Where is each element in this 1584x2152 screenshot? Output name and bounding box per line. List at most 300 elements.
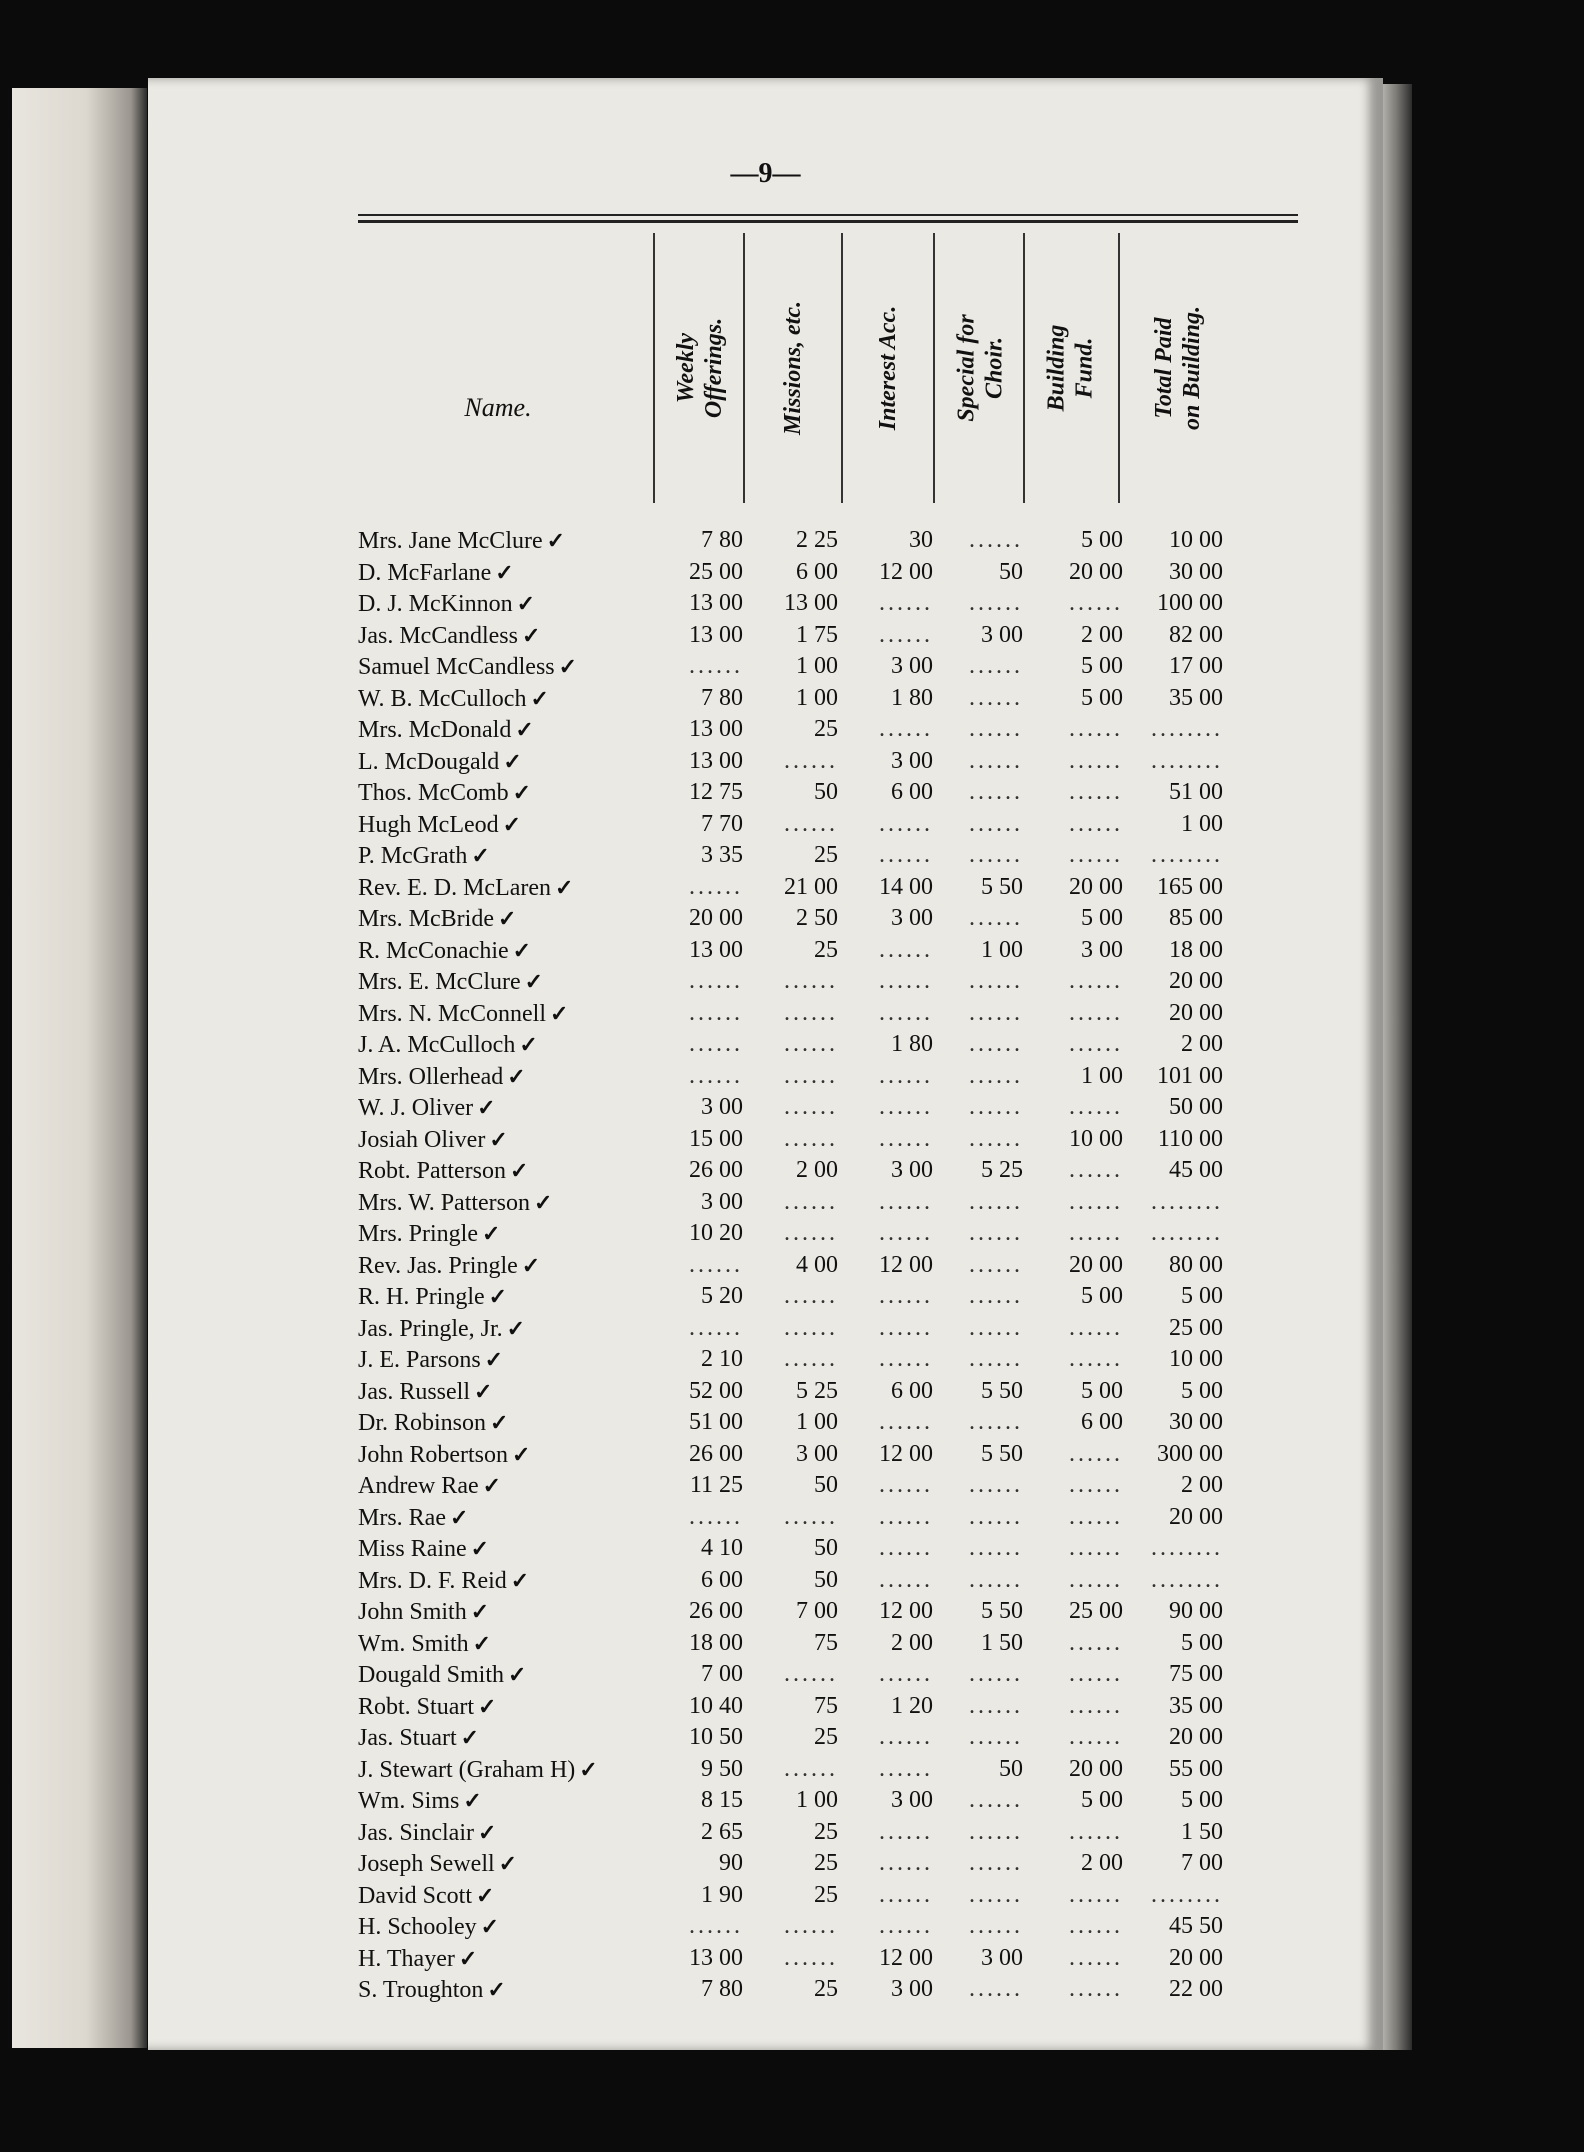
cell-total-paid: 55 00 xyxy=(1169,1755,1223,1782)
cell-name xyxy=(358,1659,648,1691)
cell-interest: 6 00 xyxy=(891,779,933,805)
cell-missions: 2 25 xyxy=(796,527,838,553)
member-name: R. H. Pringle xyxy=(358,1284,485,1310)
cell-name xyxy=(358,1848,648,1880)
member-name: S. Troughton xyxy=(358,1977,484,2003)
column-divider xyxy=(653,233,655,503)
cell-special-choir: 3 00 xyxy=(981,621,1023,648)
cell-building-fund: 5 00 xyxy=(1081,684,1123,711)
member-name: Mrs. W. Patterson xyxy=(358,1189,531,1216)
table-row xyxy=(358,1565,1318,1597)
cell-special-choir: ...... xyxy=(969,1913,1023,1939)
cell-interest: ...... xyxy=(879,1314,933,1341)
cell-missions: ...... xyxy=(784,999,838,1026)
checkmark-icon: ✓ xyxy=(482,1221,501,1246)
table-row xyxy=(358,935,1318,967)
cell-missions: ...... xyxy=(784,1944,838,1971)
cell-interest: 12 00 xyxy=(879,1440,933,1467)
cell-building-fund: ...... xyxy=(1069,810,1123,837)
table-row xyxy=(358,714,1318,746)
cell-weekly-offerings: ...... xyxy=(689,1503,743,1530)
cell-total-paid: 90 00 xyxy=(1169,1598,1223,1624)
cell-total-paid: 110 00 xyxy=(1157,1125,1223,1152)
cell-building-fund: ...... xyxy=(1069,1629,1123,1656)
cell-weekly-offerings: 51 00 xyxy=(689,1409,743,1435)
cell-interest: ...... xyxy=(879,1724,933,1750)
cell-weekly-offerings: 10 50 xyxy=(689,1724,743,1750)
cell-interest: 30 xyxy=(909,527,933,553)
cell-missions: 50 xyxy=(814,1566,838,1593)
cell-missions: 50 xyxy=(814,779,838,805)
member-name: Dougald Smith xyxy=(358,1662,505,1688)
cell-weekly-offerings: 26 00 xyxy=(689,1598,743,1624)
cell-interest: 12 00 xyxy=(879,1598,933,1624)
cell-interest: ...... xyxy=(879,1566,933,1593)
cell-total-paid: 2 00 xyxy=(1181,1472,1223,1498)
cell-name xyxy=(358,557,648,589)
cell-weekly-offerings: 13 00 xyxy=(689,936,743,963)
cell-name xyxy=(358,1596,648,1628)
cell-interest: ...... xyxy=(879,1881,933,1908)
column-divider xyxy=(743,233,745,503)
cell-name xyxy=(358,935,648,967)
cell-total-paid: 22 00 xyxy=(1169,1976,1223,2002)
cell-missions: ...... xyxy=(784,1755,838,1782)
cell-weekly-offerings: 7 70 xyxy=(701,810,743,837)
member-name: Mrs. McDonald xyxy=(358,717,512,743)
cell-special-choir: ...... xyxy=(969,1314,1023,1341)
cell-missions: 75 xyxy=(814,1629,838,1656)
checkmark-icon: ✓ xyxy=(480,1914,500,1939)
cell-missions: ...... xyxy=(784,1314,838,1341)
checkmark-icon: ✓ xyxy=(512,1441,531,1467)
cell-missions: 2 50 xyxy=(796,905,838,931)
cell-interest: 1 80 xyxy=(891,1031,933,1057)
cell-weekly-offerings: 25 00 xyxy=(689,558,743,585)
table-row xyxy=(358,1880,1318,1912)
cell-missions: ...... xyxy=(784,1125,838,1152)
cell-missions: 1 00 xyxy=(796,1787,838,1813)
cell-total-paid: ........ xyxy=(1151,842,1223,868)
cell-missions: 1 00 xyxy=(796,653,838,679)
cell-special-choir: ...... xyxy=(969,1125,1023,1152)
column-divider xyxy=(1118,233,1120,503)
cell-weekly-offerings: 13 00 xyxy=(689,716,743,742)
cell-missions: 6 00 xyxy=(796,558,838,585)
table-row xyxy=(358,1344,1318,1376)
member-name: J. A. McCulloch xyxy=(358,1032,516,1058)
cell-total-paid: ........ xyxy=(1151,1188,1223,1215)
cell-interest: ...... xyxy=(879,1755,933,1782)
cell-weekly-offerings: 6 00 xyxy=(701,1566,743,1593)
cell-weekly-offerings: 90 xyxy=(719,1850,743,1876)
checkmark-icon: ✓ xyxy=(477,1819,497,1845)
cell-total-paid: 100 00 xyxy=(1157,590,1223,616)
cell-total-paid: 82 00 xyxy=(1169,621,1223,648)
cell-name xyxy=(358,1911,648,1943)
cell-total-paid: 80 00 xyxy=(1169,1251,1223,1278)
table-row xyxy=(358,1848,1318,1880)
cell-weekly-offerings: 52 00 xyxy=(689,1377,743,1404)
cell-interest: ...... xyxy=(879,1535,933,1561)
cell-building-fund: 3 00 xyxy=(1081,936,1123,963)
cell-total-paid: 10 00 xyxy=(1169,527,1223,553)
book-spine-left xyxy=(12,88,147,2048)
cell-interest: ...... xyxy=(879,999,933,1026)
cell-missions: ...... xyxy=(784,1062,838,1089)
cell-special-choir: ...... xyxy=(969,1976,1023,2002)
cell-interest: 3 00 xyxy=(891,747,933,774)
table-row xyxy=(358,557,1318,589)
checkmark-icon: ✓ xyxy=(502,811,522,837)
table-row xyxy=(358,1817,1318,1849)
table-row xyxy=(358,651,1318,683)
header-rule-top xyxy=(358,214,1298,216)
checkmark-icon: ✓ xyxy=(478,1693,497,1719)
cell-weekly-offerings: 20 00 xyxy=(689,905,743,931)
cell-building-fund: 5 00 xyxy=(1081,653,1123,679)
cell-special-choir: ...... xyxy=(969,1094,1023,1120)
cell-total-paid: 17 00 xyxy=(1169,653,1223,679)
cell-interest: ...... xyxy=(879,810,933,837)
cell-building-fund: 2 00 xyxy=(1081,621,1123,648)
cell-special-choir: ...... xyxy=(969,684,1023,711)
cell-total-paid: ........ xyxy=(1151,716,1223,742)
cell-total-paid: 300 00 xyxy=(1157,1440,1223,1467)
cell-name xyxy=(358,872,648,904)
cell-total-paid: 35 00 xyxy=(1169,684,1223,711)
cell-building-fund: 6 00 xyxy=(1081,1409,1123,1435)
cell-special-choir: 50 xyxy=(999,1755,1023,1782)
cell-name xyxy=(358,1376,648,1408)
cell-interest: 3 00 xyxy=(891,1157,933,1183)
checkmark-icon: ✓ xyxy=(519,1032,538,1057)
cell-building-fund: ...... xyxy=(1069,1976,1123,2002)
column-header-interest: Interest Acc. xyxy=(875,305,902,431)
cell-total-paid: 165 00 xyxy=(1157,873,1223,900)
cell-name xyxy=(358,1344,648,1376)
cell-total-paid: 1 50 xyxy=(1181,1818,1223,1845)
cell-total-paid: 45 00 xyxy=(1169,1157,1223,1183)
cell-special-choir: ...... xyxy=(969,1031,1023,1057)
cell-interest: ...... xyxy=(879,716,933,742)
member-name: H. Schooley xyxy=(358,1914,477,1940)
cell-building-fund: ...... xyxy=(1069,590,1123,616)
cell-missions: ...... xyxy=(784,1094,838,1120)
cell-building-fund: ...... xyxy=(1069,1188,1123,1215)
cell-missions: 7 00 xyxy=(796,1598,838,1624)
cell-missions: ...... xyxy=(784,1913,838,1939)
member-name: Thos. McComb xyxy=(358,780,509,806)
cell-total-paid: ........ xyxy=(1151,1220,1223,1246)
cell-name xyxy=(358,1691,648,1723)
cell-missions: ...... xyxy=(784,1283,838,1309)
table-row xyxy=(358,683,1318,715)
column-header-weekly-offerings: Weekly Offerings. xyxy=(673,317,728,419)
table-row xyxy=(358,1628,1318,1660)
checkmark-icon: ✓ xyxy=(470,1599,490,1624)
cell-interest: ...... xyxy=(879,1850,933,1876)
cell-name xyxy=(358,1722,648,1754)
table-row xyxy=(358,1691,1318,1723)
checkmark-icon: ✓ xyxy=(495,559,514,585)
cell-name xyxy=(358,1502,648,1534)
member-name: Dr. Robinson xyxy=(358,1410,487,1436)
cell-special-choir: 5 50 xyxy=(981,1377,1023,1404)
cell-special-choir: ...... xyxy=(969,999,1023,1026)
cell-weekly-offerings: 15 00 xyxy=(689,1125,743,1152)
cell-total-paid: 85 00 xyxy=(1169,905,1223,931)
cell-special-choir: ...... xyxy=(969,1346,1023,1372)
cell-total-paid: ........ xyxy=(1151,1535,1223,1561)
cell-weekly-offerings: 13 00 xyxy=(689,1944,743,1971)
cell-total-paid: 20 00 xyxy=(1169,968,1223,994)
cell-weekly-offerings: 8 15 xyxy=(701,1787,743,1813)
checkmark-icon: ✓ xyxy=(510,1567,530,1593)
cell-special-choir: ...... xyxy=(969,1661,1023,1687)
cell-special-choir: 1 00 xyxy=(981,936,1023,963)
cell-missions: ...... xyxy=(784,1346,838,1372)
cell-missions: 25 xyxy=(814,1881,838,1908)
member-name: Jas. Stuart xyxy=(358,1725,457,1751)
member-name: L. McDougald xyxy=(358,748,500,775)
cell-building-fund: ...... xyxy=(1069,968,1123,994)
table-row xyxy=(358,1754,1318,1786)
cell-weekly-offerings: 13 00 xyxy=(689,747,743,774)
member-name: Jas. Sinclair xyxy=(358,1819,474,1846)
cell-building-fund: ...... xyxy=(1069,1535,1123,1561)
cell-interest: ...... xyxy=(879,842,933,868)
cell-name xyxy=(358,966,648,998)
table-row xyxy=(358,1470,1318,1502)
table-row xyxy=(358,1407,1318,1439)
cell-missions: 25 xyxy=(814,936,838,963)
cell-weekly-offerings: 13 00 xyxy=(689,590,743,616)
checkmark-icon: ✓ xyxy=(503,748,522,774)
cell-name xyxy=(358,1029,648,1061)
cell-weekly-offerings: ...... xyxy=(689,968,743,994)
cell-building-fund: ...... xyxy=(1069,1314,1123,1341)
cell-total-paid: 7 00 xyxy=(1181,1850,1223,1876)
table-row xyxy=(358,1533,1318,1565)
checkmark-icon: ✓ xyxy=(472,1630,492,1656)
cell-weekly-offerings: 3 00 xyxy=(701,1188,743,1215)
member-name: Rev. Jas. Pringle xyxy=(358,1252,518,1279)
table-row xyxy=(358,840,1318,872)
checkmark-icon: ✓ xyxy=(510,1158,529,1183)
table-row xyxy=(358,1911,1318,1943)
cell-interest: ...... xyxy=(879,968,933,994)
checkmark-icon: ✓ xyxy=(515,717,534,742)
table-row xyxy=(358,1218,1318,1250)
cell-name xyxy=(358,620,648,652)
column-divider xyxy=(841,233,843,503)
table-row xyxy=(358,1155,1318,1187)
member-name: Mrs. McBride xyxy=(358,906,494,932)
cell-total-paid: 75 00 xyxy=(1169,1661,1223,1687)
cell-building-fund: ...... xyxy=(1069,1503,1123,1530)
cell-weekly-offerings: 26 00 xyxy=(689,1157,743,1183)
cell-building-fund: 20 00 xyxy=(1069,558,1123,585)
checkmark-icon: ✓ xyxy=(512,937,532,963)
cell-building-fund: ...... xyxy=(1069,999,1123,1026)
member-name: J. Stewart (Graham H) xyxy=(358,1756,576,1783)
cell-special-choir: ...... xyxy=(969,1283,1023,1309)
table-row xyxy=(358,1439,1318,1471)
cell-total-paid: 2 00 xyxy=(1181,1031,1223,1057)
cell-total-paid: 51 00 xyxy=(1169,779,1223,805)
cell-total-paid: 5 00 xyxy=(1181,1377,1223,1404)
cell-special-choir: 1 50 xyxy=(981,1629,1023,1656)
cell-building-fund: ...... xyxy=(1069,779,1123,805)
cell-building-fund: ...... xyxy=(1069,1157,1123,1183)
cell-building-fund: 5 00 xyxy=(1081,1787,1123,1813)
cell-name xyxy=(358,1974,648,2006)
cell-missions: ...... xyxy=(784,968,838,994)
cell-interest: ...... xyxy=(879,1188,933,1215)
cell-name xyxy=(358,525,648,557)
cell-building-fund: 20 00 xyxy=(1069,1755,1123,1782)
table-row xyxy=(358,1281,1318,1313)
cell-missions: 1 00 xyxy=(796,1409,838,1435)
column-divider xyxy=(1023,233,1025,503)
cell-name xyxy=(358,1817,648,1849)
cell-special-choir: 50 xyxy=(999,558,1023,585)
cell-interest: 12 00 xyxy=(879,1251,933,1278)
table-row xyxy=(358,1092,1318,1124)
cell-total-paid: 101 00 xyxy=(1157,1062,1223,1089)
column-divider xyxy=(933,233,935,503)
cell-weekly-offerings: 7 80 xyxy=(701,527,743,553)
checkmark-icon: ✓ xyxy=(458,1945,478,1971)
cell-interest: 14 00 xyxy=(879,873,933,900)
cell-name xyxy=(358,1124,648,1156)
member-name: W. B. McCulloch xyxy=(358,685,527,712)
cell-special-choir: ...... xyxy=(969,1188,1023,1215)
cell-special-choir: 3 00 xyxy=(981,1944,1023,1971)
cell-special-choir: ...... xyxy=(969,905,1023,931)
cell-missions: 25 xyxy=(814,1724,838,1750)
checkmark-icon: ✓ xyxy=(508,1662,527,1687)
cell-special-choir: ...... xyxy=(969,1787,1023,1813)
member-name: Hugh McLeod xyxy=(358,811,499,838)
cell-name xyxy=(358,1218,648,1250)
cell-weekly-offerings: 13 00 xyxy=(689,621,743,648)
table-row xyxy=(358,1943,1318,1975)
cell-name xyxy=(358,809,648,841)
cell-building-fund: ...... xyxy=(1069,1818,1123,1845)
cell-building-fund: ...... xyxy=(1069,716,1123,742)
cell-name xyxy=(358,840,648,872)
checkmark-icon: ✓ xyxy=(524,969,544,994)
checkmark-icon: ✓ xyxy=(521,622,541,648)
cell-total-paid: ........ xyxy=(1151,747,1223,774)
cell-interest: ...... xyxy=(879,1818,933,1845)
cell-missions: ...... xyxy=(784,1031,838,1057)
cell-missions: 1 00 xyxy=(796,684,838,711)
cell-weekly-offerings: 7 80 xyxy=(701,1976,743,2002)
checkmark-icon: ✓ xyxy=(555,874,574,900)
member-name: Wm. Sims xyxy=(358,1788,460,1814)
cell-name xyxy=(358,1880,648,1912)
cell-building-fund: ...... xyxy=(1069,1913,1123,1939)
cell-building-fund: ...... xyxy=(1069,1661,1123,1687)
cell-interest: ...... xyxy=(879,621,933,648)
cell-total-paid: ........ xyxy=(1151,1881,1223,1908)
cell-weekly-offerings: ...... xyxy=(689,1031,743,1057)
page-number: —9— xyxy=(730,158,801,189)
cell-total-paid: 20 00 xyxy=(1169,1503,1223,1530)
checkmark-icon: ✓ xyxy=(534,1189,553,1215)
checkmark-icon: ✓ xyxy=(487,1977,506,2002)
cell-missions: 25 xyxy=(814,842,838,868)
checkmark-icon: ✓ xyxy=(498,1851,518,1876)
member-name: Mrs. E. McClure xyxy=(358,969,521,995)
cell-building-fund: ...... xyxy=(1069,1724,1123,1750)
cell-special-choir: ...... xyxy=(969,527,1023,553)
cell-total-paid: 5 00 xyxy=(1181,1787,1223,1813)
cell-name xyxy=(358,1533,648,1565)
cell-building-fund: 5 00 xyxy=(1081,905,1123,931)
table-row xyxy=(358,1250,1318,1282)
cell-name xyxy=(358,1092,648,1124)
table-row xyxy=(358,1376,1318,1408)
cell-interest: ...... xyxy=(879,1094,933,1120)
cell-special-choir: ...... xyxy=(969,1251,1023,1278)
cell-special-choir: ...... xyxy=(969,653,1023,679)
checkmark-icon: ✓ xyxy=(516,591,536,616)
cell-name xyxy=(358,1470,648,1502)
checkmark-icon: ✓ xyxy=(489,1126,508,1152)
cell-interest: 3 00 xyxy=(891,653,933,679)
checkmark-icon: ✓ xyxy=(550,1000,569,1026)
cell-name xyxy=(358,1281,648,1313)
cell-interest: ...... xyxy=(879,1503,933,1530)
member-name: Mrs. N. McConnell xyxy=(358,1000,546,1027)
table-row xyxy=(358,1061,1318,1093)
cell-missions: 13 00 xyxy=(784,590,838,616)
cell-interest: 3 00 xyxy=(891,1787,933,1813)
cell-special-choir: ...... xyxy=(969,1503,1023,1530)
cell-total-paid: 30 00 xyxy=(1169,1409,1223,1435)
cell-name xyxy=(358,1407,648,1439)
cell-building-fund: 2 00 xyxy=(1081,1850,1123,1876)
cell-name xyxy=(358,746,648,778)
cell-name xyxy=(358,1439,648,1471)
cell-name xyxy=(358,1155,648,1187)
cell-name xyxy=(358,1943,648,1975)
cell-interest: 1 20 xyxy=(891,1692,933,1719)
cell-special-choir: ...... xyxy=(969,968,1023,994)
member-name: W. J. Oliver xyxy=(358,1095,474,1121)
cell-interest: ...... xyxy=(879,590,933,616)
cell-weekly-offerings: ...... xyxy=(689,873,743,900)
cell-building-fund: ...... xyxy=(1069,1692,1123,1719)
cell-name xyxy=(358,714,648,746)
cell-total-paid: 20 00 xyxy=(1169,1724,1223,1750)
cell-special-choir: ...... xyxy=(969,590,1023,616)
cell-weekly-offerings: ...... xyxy=(689,1251,743,1278)
cell-weekly-offerings: 2 10 xyxy=(701,1346,743,1372)
table-row xyxy=(358,1029,1318,1061)
cell-name xyxy=(358,998,648,1030)
cell-special-choir: 5 50 xyxy=(981,873,1023,900)
checkmark-icon: ✓ xyxy=(490,1410,509,1435)
member-name: Mrs. D. F. Reid xyxy=(358,1567,507,1594)
member-name: Robt. Patterson xyxy=(358,1158,506,1184)
cell-special-choir: ...... xyxy=(969,1566,1023,1593)
cell-interest: 12 00 xyxy=(879,1944,933,1971)
